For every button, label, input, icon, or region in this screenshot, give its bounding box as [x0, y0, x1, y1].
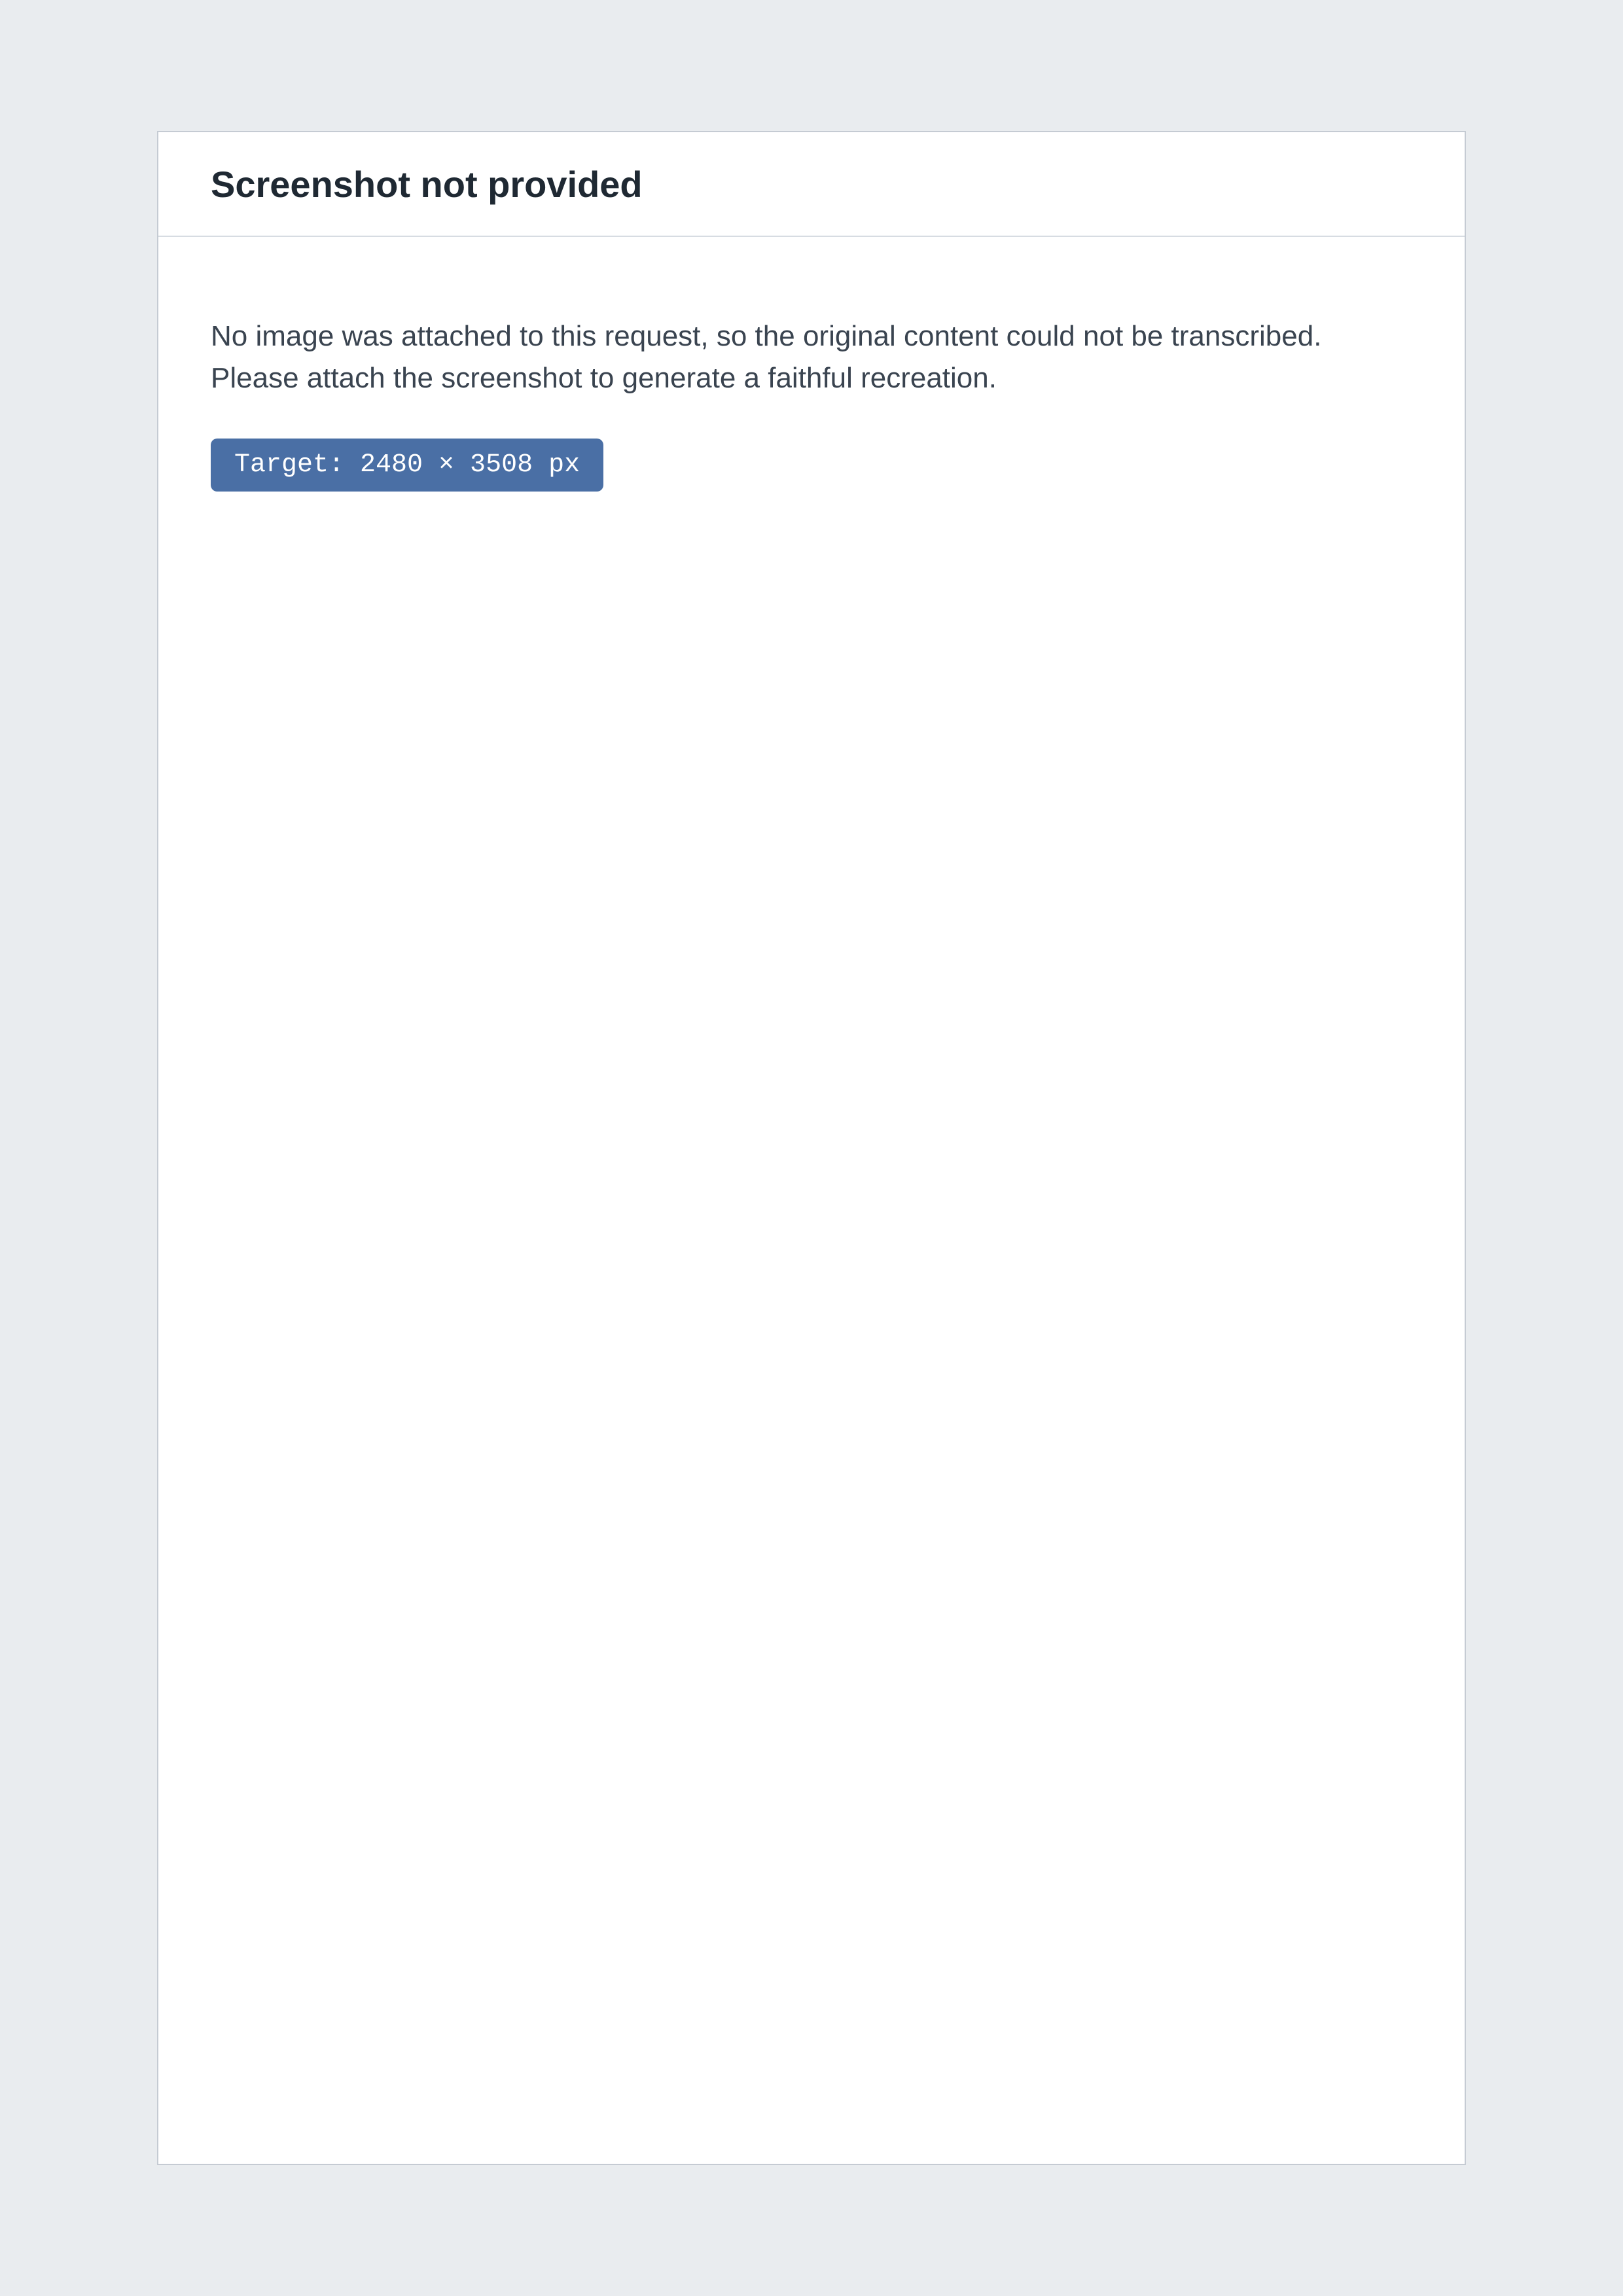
- missing-image-notice: No image was attached to this request, so the original content could not be transcribed. Please attach the screenshot to generate a faithful recreation.: [211, 320, 1322, 394]
- dimensions-badge: Target: 2480 × 3508 px: [211, 439, 603, 492]
- page-title: Screenshot not provided: [211, 163, 643, 205]
- panel-header: [158, 132, 1465, 237]
- panel-body: [158, 237, 1465, 570]
- placeholder-panel: [157, 131, 1466, 2165]
